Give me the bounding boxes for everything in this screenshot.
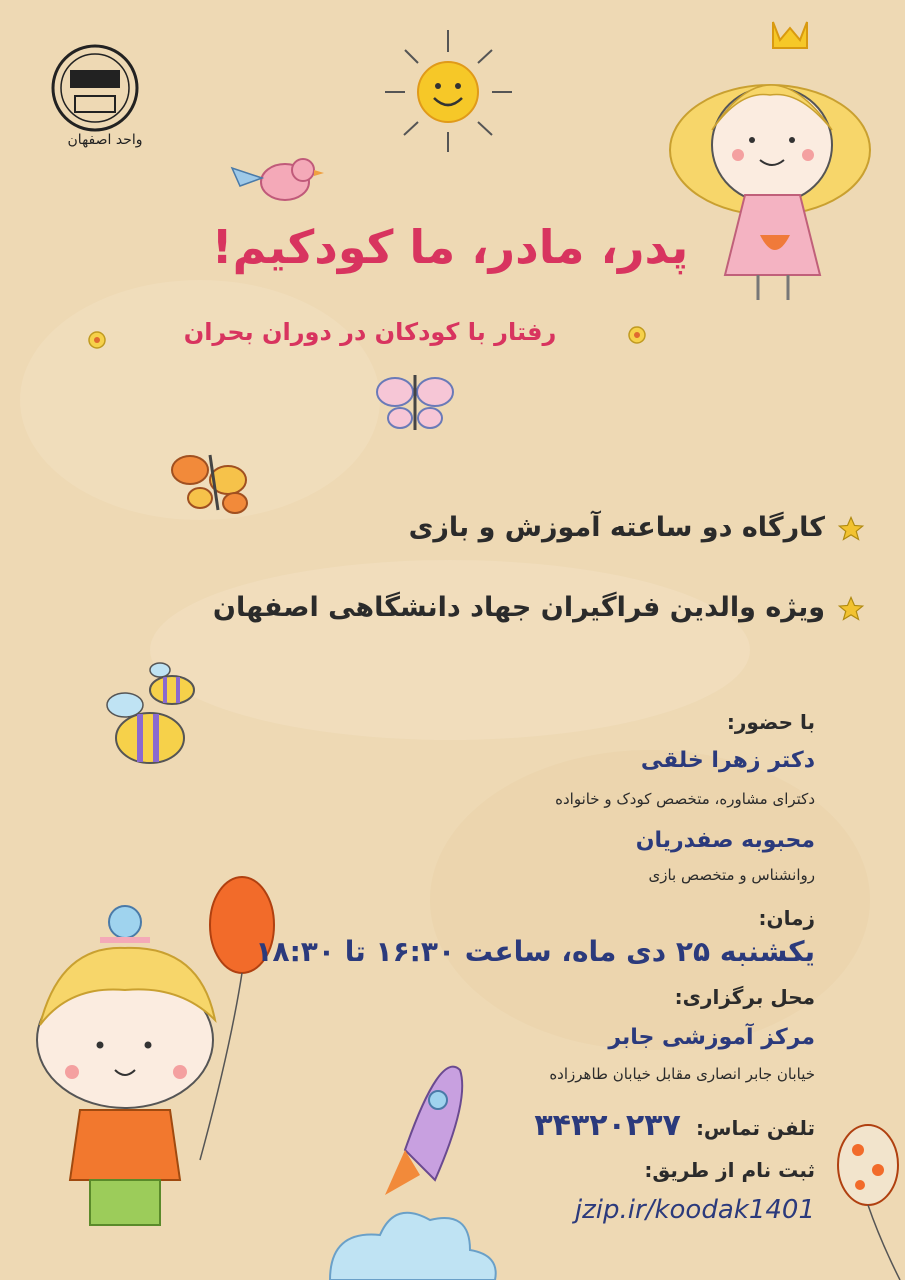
balloon-icon (200, 877, 274, 1160)
highlight-text: ویژه والدین فراگیران جهاد دانشگاهی اصفهان (212, 592, 825, 623)
venue-address: خیابان جابر انصاری مقابل خیابان طاهرزاده (549, 1065, 815, 1083)
highlight-text: کارگاه دو ساعته آموزش و بازی (408, 512, 825, 543)
snail-icon (100, 906, 150, 940)
time-label: زمان: (758, 906, 815, 930)
highlight-item (165, 512, 865, 543)
sun-icon (385, 30, 512, 152)
presence-label: با حضور: (726, 710, 815, 734)
jahad-logo-icon (53, 46, 137, 130)
butterfly-icon (377, 375, 453, 430)
venue-label: محل برگزاری: (674, 985, 815, 1009)
speaker-title: دکترای مشاوره، متخصص کودک و خانواده (555, 790, 815, 808)
phone-label: تلفن تماس: (695, 1116, 815, 1140)
registration-label: ثبت نام از طریق: (644, 1158, 815, 1182)
subtitle: رفتار با کودکان در دوران بحران (183, 318, 557, 346)
bird-icon (232, 159, 324, 200)
bee-icon (107, 663, 194, 763)
phone-row (534, 1108, 815, 1143)
page-title: پدر، مادر، ما کودکیم! (211, 220, 689, 274)
boy-illustration (37, 948, 215, 1225)
speaker-title: روانشناس و متخصص بازی (648, 866, 815, 884)
star-icon (837, 595, 865, 623)
speaker-name: دکتر زهرا خلقی (640, 748, 815, 773)
balloon-icon (838, 1125, 900, 1280)
highlight-item (165, 592, 865, 623)
phone-number[interactable]: ۳۴۳۲۰۲۳۷ (534, 1108, 681, 1143)
star-icon (837, 515, 865, 543)
time-value: یکشنبه ۲۵ دی ماه، ساعت ۱۶:۳۰ تا ۱۸:۳۰ (255, 935, 815, 968)
rocket-icon (385, 1067, 462, 1195)
venue-name: مرکز آموزشی جابر (608, 1025, 815, 1050)
subtitle-row (70, 318, 670, 346)
logo-caption: واحد اصفهان (67, 132, 143, 148)
registration-link[interactable]: jzip.ir/koodak1401 (574, 1195, 815, 1225)
cloud-icon (330, 1213, 496, 1280)
speaker-name: محبوبه صفدریان (635, 828, 815, 853)
